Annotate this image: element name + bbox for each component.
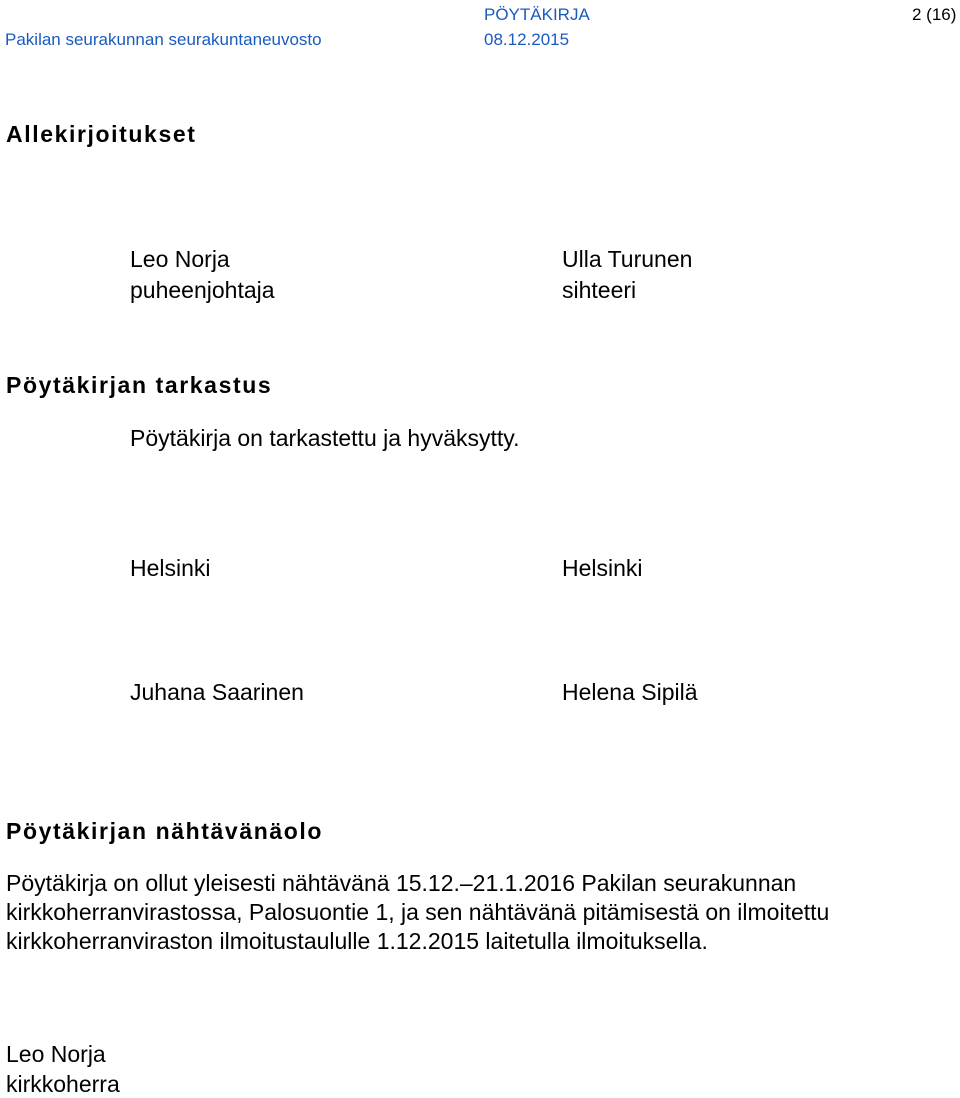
signatures-title: Allekirjoitukset xyxy=(6,121,197,147)
reviewer2-place: Helsinki xyxy=(562,555,643,581)
secretary-name: Ulla Turunen xyxy=(562,246,693,272)
display-paragraph xyxy=(6,869,956,956)
secretary-role: sihteeri xyxy=(562,277,637,303)
display-title: Pöytäkirjan nähtävänäolo xyxy=(6,818,324,844)
reviewer1-name: Juhana Saarinen xyxy=(130,679,304,705)
review-statement: Pöytäkirja on tarkastettu ja hyväksytty. xyxy=(130,425,520,451)
reviewer1-place: Helsinki xyxy=(130,555,211,581)
chair-role: puheenjohtaja xyxy=(130,277,275,303)
display-line: kirkkoherranviraston ilmoitustaululle 1.12.2015 laitetulla ilmoituksella. xyxy=(6,928,708,954)
meeting-date: 08.12.2015 xyxy=(484,30,570,49)
vicar-name: Leo Norja xyxy=(6,1041,106,1067)
display-line: Pöytäkirja on ollut yleisesti nähtävänä 15.12.–21.1.2016 Pakilan seurakunnan xyxy=(6,870,797,896)
review-title: Pöytäkirjan tarkastus xyxy=(6,372,273,398)
vicar-role: kirkkoherra xyxy=(6,1071,120,1097)
chair-name: Leo Norja xyxy=(130,246,230,272)
document-type: PÖYTÄKIRJA xyxy=(484,5,590,24)
organization-name: Pakilan seurakunnan seurakuntaneuvosto xyxy=(5,30,322,49)
page-number: 2 (16) xyxy=(912,5,957,24)
display-line: kirkkoherranvirastossa, Palosuontie 1, ja sen nähtävänä pitämisestä on ilmoitettu xyxy=(6,899,830,925)
reviewer2-name: Helena Sipilä xyxy=(562,679,698,705)
